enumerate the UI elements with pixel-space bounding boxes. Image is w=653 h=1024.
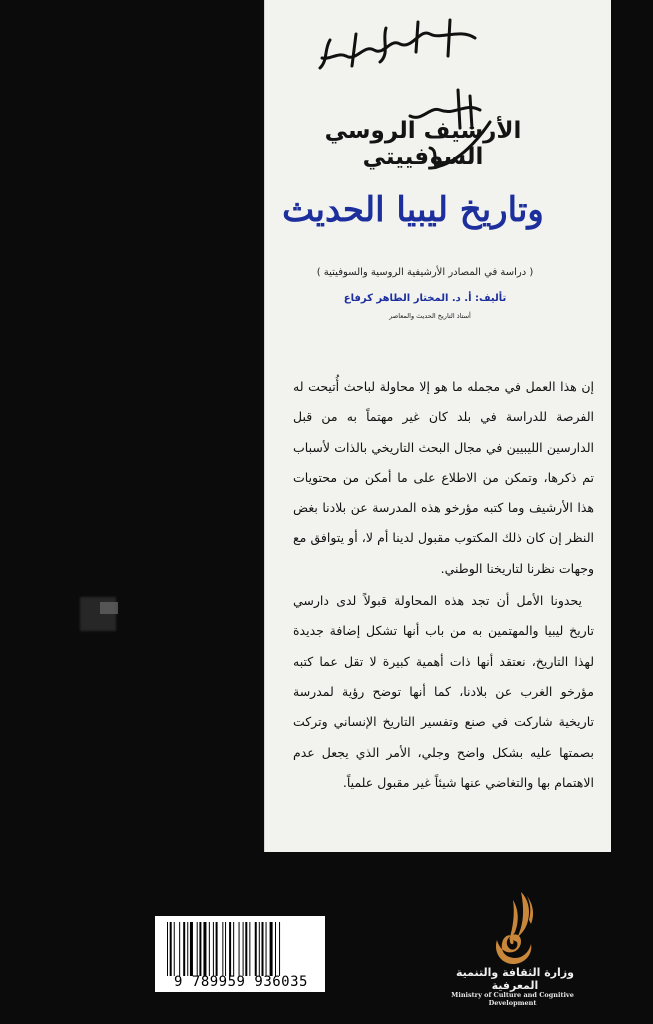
barcode [165,922,321,976]
barcode-bar [229,922,231,976]
barcode-bar [167,922,168,976]
ministry-name-arabic: وزارة الثقافة والتنمية المعرفية [456,966,574,992]
blurb-paragraph: إن هذا العمل في مجمله ما هو إلا محاولة لباحث أُتيحت له الفرصة للدراسة في بلد كان غير مهتماً به من قبل الدارسين الليبيين في مجال البحث التاريخي بالذات لأسباب تم ذكرها، وتمكن من الاطلاع على ما أمكن من محتويات هذا الأرشيف وما كتبه مؤرخو هذه المدرسة عن بلادنا بغض النظر إن كان ذلك المكتوب مقبول لدينا أم لا، أو يتوافق مع وجهات نظرنا لتاريخنا الوطني. [293,379,594,576]
barcode-bar [266,922,267,976]
barcode-bar [203,922,206,976]
barcode-bar [209,922,210,976]
barcode-bar [279,922,280,976]
barcode-bar [225,922,226,976]
barcode-bar [183,922,185,976]
subtitle: ( دراسة في المصادر الأرشيفية الروسية والسوفيتية ) [316,267,534,278]
barcode-bar [179,922,180,976]
blurb-paragraph: يحدونا الأمل أن تجد هذه المحاولة قبولاً لدى دارسي تاريخ ليبيا والمهتمين به من باب أنها تشكل إضافة جديدة لهذا التاريخ، نعتقد أنها ذات أهمية كبيرة لا تقل عما كتبه مؤرخو الغرب عن بلادنا، كما أنها توضح رؤية لمدرسة تاريخية شاركت في صنع وتفسير التاريخ الإنساني وتركت بصمتها عليه بشكل واضح وجلي، الأمر الذي يجعل عدم الاهتمام بها والتغاضي عنها شيئاً غير مقبول علمياً. [293,593,594,790]
smudge-mark [100,602,118,614]
barcode-bar [213,922,214,976]
barcode-bar [174,922,175,976]
title-line2: وتاريخ ليبيا الحديث [282,190,544,230]
barcode-bar [199,922,201,976]
ministry-logo-icon [483,890,543,968]
barcode-bar [275,922,276,976]
barcode-bar [233,922,234,976]
blurb-text [293,372,594,798]
barcode-bar [255,922,257,976]
barcode-bar [270,922,273,976]
barcode-bar [222,922,223,976]
barcode-bar [197,922,198,976]
barcode-bar [249,922,250,976]
barcode-bar [187,922,188,976]
ministry-name-english: Ministry of Culture and Cognitive Development [451,991,574,1007]
barcode-bar [190,922,193,976]
barcode-bar [216,922,218,976]
barcode-bar [243,922,244,976]
barcode-bar [170,922,172,976]
isbn-number: 9 789959 936035 [174,974,308,990]
barcode-bar [259,922,260,976]
author-role: أستاذ التاريخ الحديث والمعاصر [389,312,471,320]
barcode-bar [239,922,240,976]
barcode-bar [245,922,247,976]
title-line1: الأرشيف الروسي السوفييتي [324,118,522,170]
barcode-bar [262,922,264,976]
barcode-label [152,913,328,995]
author: تأليف: أ. د. المختار الطاهر كرفاع [343,293,507,304]
